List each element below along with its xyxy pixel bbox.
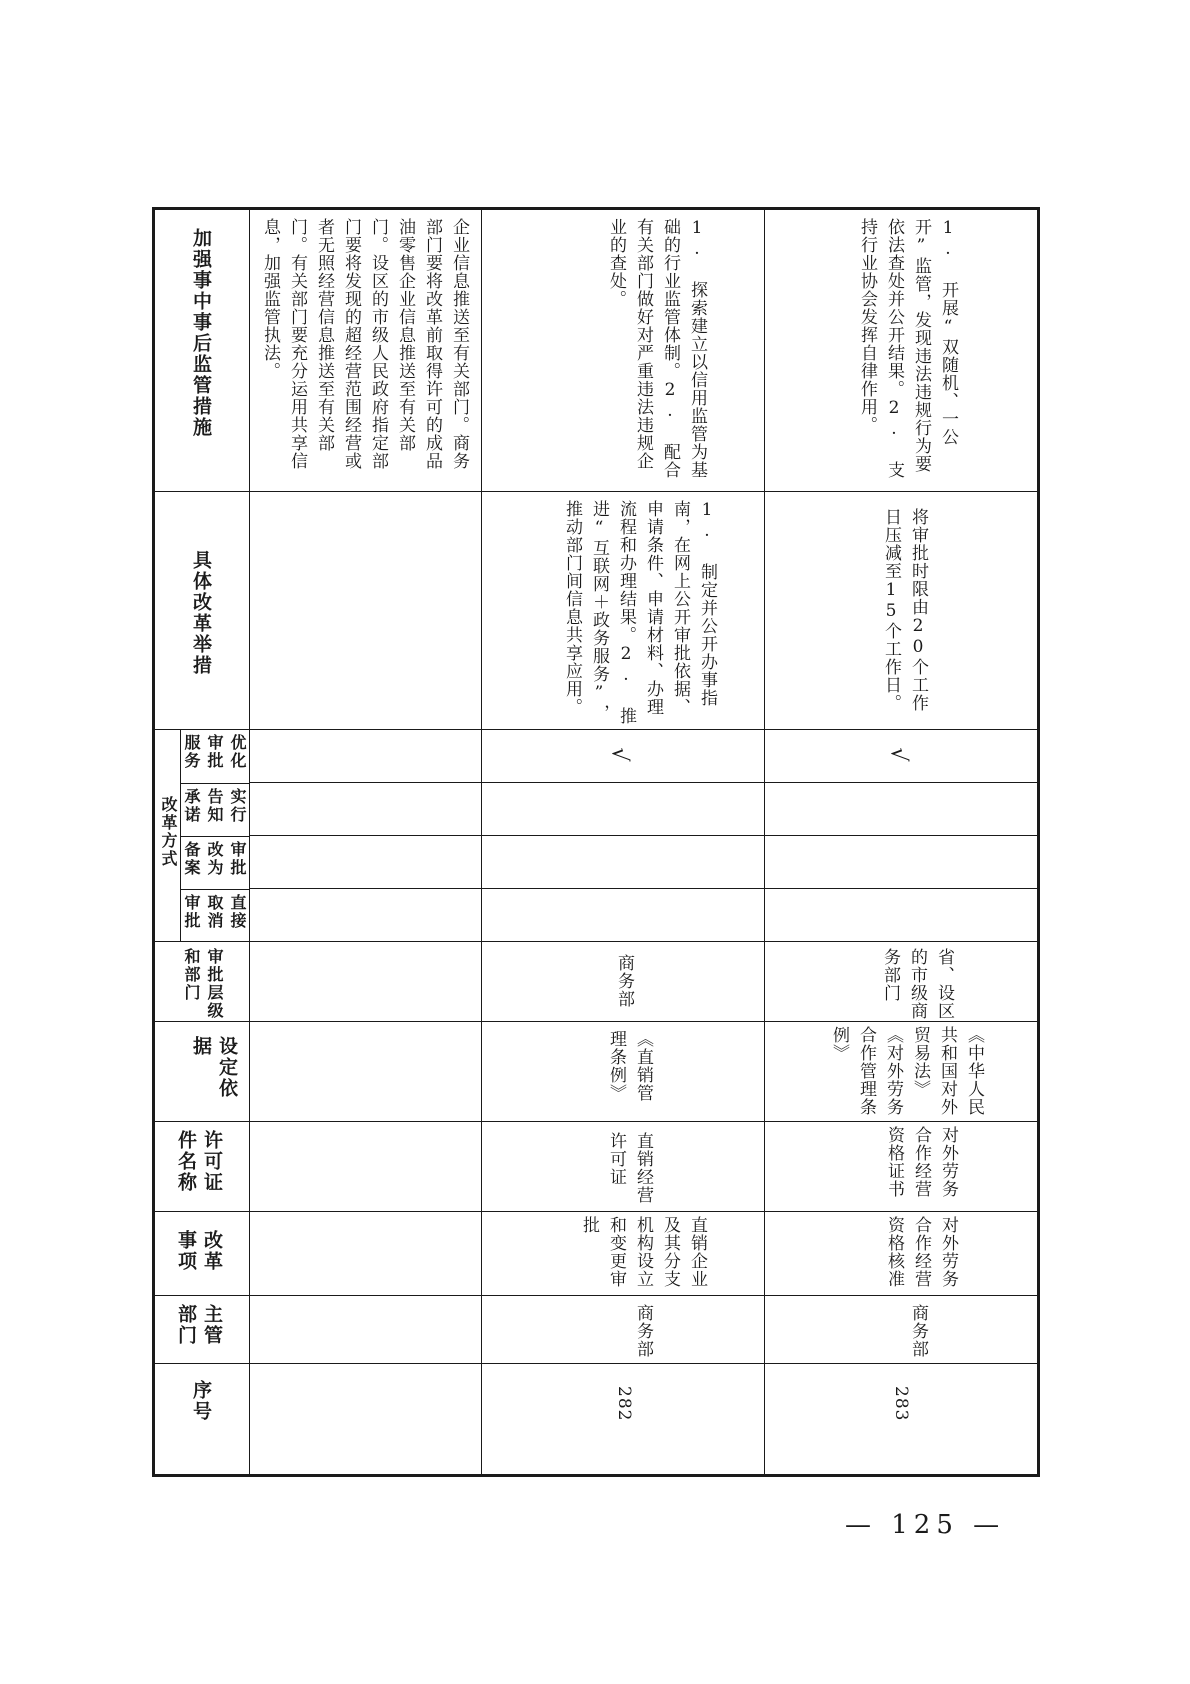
- sub1-cell: [765, 888, 1037, 941]
- supervision-cell: [250, 210, 481, 491]
- sub4-cell: [482, 729, 764, 782]
- sub4-cell: [250, 729, 481, 782]
- header-sub4: 优化审批服务: [182, 734, 247, 770]
- sub1-cell: [250, 888, 481, 941]
- header-supervision-cell: [155, 210, 249, 491]
- license-cell: [250, 1121, 481, 1211]
- header-seq-cell: [155, 1363, 249, 1480]
- item-cell: [482, 1211, 764, 1295]
- header-basis: 设定依据: [190, 1036, 238, 1099]
- header-reform-group-cell: [155, 730, 181, 942]
- supervision-cell: [482, 210, 764, 491]
- item-text: 对外劳务合作经营资格核准: [884, 1216, 958, 1288]
- header-measures: 具体改革举措: [190, 550, 212, 676]
- header-sub1: 直接取消审批: [182, 894, 247, 930]
- header-reform-group: 改革方式: [159, 796, 178, 868]
- license-cell: [765, 1121, 1037, 1211]
- header-seq: 序号: [190, 1380, 212, 1422]
- supervision-text: 1. 探索建立以信用监管为基础的行业监管体制。2. 配合有关部门做好对严重违法违规企业的查处。: [606, 218, 707, 479]
- reform-table: [152, 207, 1040, 1477]
- header-level-cell: [155, 941, 249, 1021]
- sub2-cell: [250, 835, 481, 888]
- level-text: 省、设区的市级商务部门: [880, 948, 954, 1020]
- sub4-cell: [765, 729, 1037, 782]
- measures-cell: [482, 491, 764, 729]
- basis-cell: [765, 1021, 1037, 1121]
- dept-text: 商务部: [908, 1304, 928, 1358]
- basis-cell: [250, 1021, 481, 1121]
- header-item: 改革事项: [175, 1230, 223, 1272]
- header-dept-cell: [155, 1295, 249, 1363]
- supervision-text: 1. 开展“双随机、一公开”监管，发现违法违规行为要依法查处并公开结果。2. 支持行业协会发挥自律作用。: [857, 218, 958, 479]
- sub3-cell: [482, 782, 764, 835]
- measures-text: 1. 制定并公开办事指南，在网上公开审批依据、申请条件、申请材料、办理流程和办理结果。2. 推进“互联网＋政务服务”，推动部门间信息共享应用。: [562, 500, 717, 725]
- license-text: 对外劳务合作经营资格证书: [884, 1126, 958, 1198]
- sub3-cell: [765, 782, 1037, 835]
- header-measures-cell: [155, 491, 249, 729]
- supervision-cell: [765, 210, 1037, 491]
- measures-cell: [250, 491, 481, 729]
- header-sub3: 实行告知承诺: [182, 788, 247, 824]
- item-cell: [250, 1211, 481, 1295]
- header-sub3-cell: [181, 783, 250, 837]
- header-level: 审批层级和部门: [182, 948, 224, 1020]
- header-item-cell: [155, 1211, 249, 1295]
- sub3-cell: [250, 782, 481, 835]
- table-row: [482, 210, 765, 1474]
- header-license-cell: [155, 1121, 249, 1211]
- measures-text: 将审批时限由20个工作日压减至15个工作日。: [881, 508, 928, 712]
- level-text: 商务部: [614, 954, 634, 1008]
- header-license: 许可证件名称: [175, 1130, 223, 1193]
- dept-cell: [482, 1295, 764, 1363]
- checkmark-icon: √: [606, 747, 632, 762]
- table-header-row: [155, 210, 250, 1474]
- seq-cell: [765, 1363, 1037, 1480]
- header-basis-cell: [155, 1021, 249, 1121]
- license-text: 直销经营许可证: [606, 1132, 653, 1204]
- header-sub1-cell: [181, 889, 250, 943]
- basis-text: 《中华人民共和国对外贸易法》《对外劳务合作管理条例》: [829, 1026, 984, 1116]
- level-cell: [482, 941, 764, 1021]
- table-row: [250, 210, 482, 1474]
- sub2-cell: [482, 835, 764, 888]
- seq-text: 282: [614, 1386, 634, 1422]
- level-cell: [765, 941, 1037, 1021]
- seq-text: 283: [891, 1386, 911, 1422]
- table-row: [765, 210, 1037, 1474]
- header-supervision: 加强事中事后监管措施: [190, 228, 212, 438]
- header-reform-cell: [155, 729, 249, 941]
- level-cell: [250, 941, 481, 1021]
- basis-text: 《直销管理条例》: [606, 1030, 653, 1102]
- license-cell: [482, 1121, 764, 1211]
- item-cell: [765, 1211, 1037, 1295]
- header-sub2: 审批改为备案: [182, 841, 247, 877]
- header-sub2-cell: [181, 836, 250, 890]
- checkmark-icon: √: [885, 747, 911, 762]
- measures-cell: [765, 491, 1037, 729]
- basis-cell: [482, 1021, 764, 1121]
- page-number: — 125 —: [845, 1510, 1006, 1540]
- item-text: 直销企业及其分支机构设立和变更审批: [579, 1216, 707, 1288]
- supervision-text: 企业信息推送至有关部门。商务部门要将改革前取得许可的成品油零售企业信息推送至有关部门。设区的市级人民政府指定部门要将发现的超经营范围经营或者无照经营信息推送至有关部门。有关部门要充分运用共享信息，加强监管执法。: [260, 218, 469, 470]
- seq-cell: [482, 1363, 764, 1480]
- dept-cell: [250, 1295, 481, 1363]
- seq-cell: [250, 1363, 481, 1480]
- header-sub4-cell: [181, 730, 250, 783]
- sub1-cell: [482, 888, 764, 941]
- header-dept: 主管部门: [175, 1304, 223, 1346]
- dept-cell: [765, 1295, 1037, 1363]
- sub2-cell: [765, 835, 1037, 888]
- dept-text: 商务部: [633, 1304, 653, 1358]
